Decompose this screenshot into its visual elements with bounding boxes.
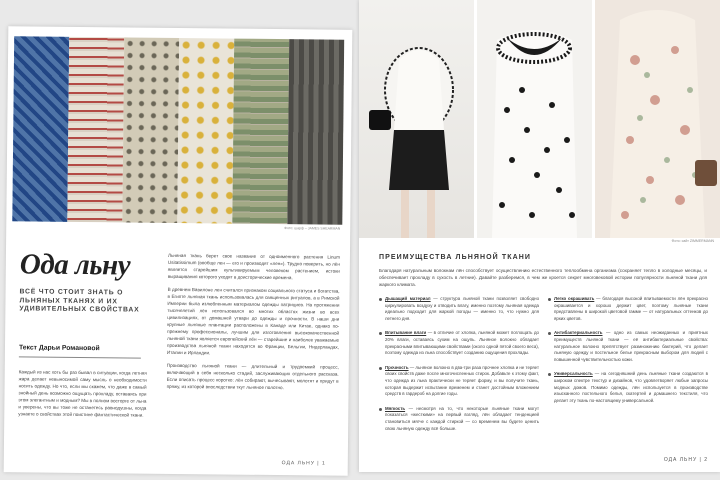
bullet-icon bbox=[379, 367, 382, 370]
article-subtitle: ВСЁ ЧТО СТОИТ ЗНАТЬ О ЛЬНЯНЫХ ТКАНЯХ И ИХ УДИВИТЕЛЬНЫХ СВОЙСТВАХ bbox=[19, 288, 140, 314]
body-paragraph: В древнем Вавилоне лен считался признаком социального статуса и богатства, в Египте льняная ткань использовалась для священных ритуалов, а в Римской Империи была излюбленным материалом одежды патрициев. На протяжении тысячелетий лён использовался во многих областях жизни во всех цивилизациях, от домашней утвари до одежды и прочности. В наши дни крупные льняные плантации расположены в Канаде или Китае, однако по-прежнему профессионалы, лучшим для изготовления высококачественной льняной ткани является европейский лён — старейшие и наиболее уважаемые производства льняной ткани находятся во Франции, Бельгии, Нидерландах, Италии и Ирландии. bbox=[166, 286, 340, 356]
page-footer: ОДА ЛЬНУ | 2 bbox=[663, 457, 708, 463]
fabric-swatch bbox=[177, 38, 234, 224]
divider bbox=[19, 356, 141, 358]
fabric-swatch bbox=[122, 37, 179, 223]
section-title: ПРЕИМУЩЕСТВА ЛЬНЯНОЙ ТКАНИ bbox=[379, 254, 532, 261]
benefit-heading: Дышащий материал bbox=[385, 296, 431, 301]
bullet-icon bbox=[379, 332, 382, 335]
model-photo-floral-dress bbox=[595, 0, 720, 238]
fabric-swatch bbox=[287, 39, 344, 225]
article-title: Ода льну bbox=[19, 248, 131, 282]
fabric-swatch bbox=[12, 36, 69, 222]
benefit-heading: Антибактериальность bbox=[554, 330, 603, 336]
model-photo-black-dress bbox=[359, 0, 474, 238]
benefit-heading: Мягкость bbox=[385, 405, 406, 411]
benefit-item bbox=[379, 296, 539, 322]
left-page bbox=[4, 26, 353, 476]
benefits-column-right bbox=[548, 296, 708, 412]
photo-credit: Фото: сайт ZIMMERMANN bbox=[671, 239, 714, 243]
benefit-heading: Прочность bbox=[385, 364, 409, 370]
article-body-column bbox=[166, 252, 339, 398]
bullet-icon bbox=[548, 332, 551, 335]
benefit-item bbox=[548, 371, 708, 404]
benefit-text: — структура льняной ткани позволяет свободно циркулировать воздуху и отводить влагу, именно поэтому льняная одежда идеально подходит для жаркой погоды — именно то, что нужно для летнего дня. bbox=[385, 296, 540, 321]
page-footer: ОДА ЛЬНУ | 1 bbox=[281, 460, 326, 467]
benefit-text: — в отличие от хлопка, льняной может поглощать до 20% влаги, оставаясь сухим на ощупь. Льняное волокно обладает прекрасными впитывающими свойствами (около одной пятой своего веса), поэтому одежда из льна способствует созданию ощущения прохлады. bbox=[385, 330, 539, 356]
benefit-text: — несмотря на то, что некоторые льняные ткани могут показаться «жесткими» на первый взгляд, лён обладает тенденцией становиться мягче с каждой стиркой — со временем вы будете ценить свою льняную одежду всё больше. bbox=[385, 405, 539, 431]
photo-credit: Фото: шарф – JAMES SHEARMAN bbox=[284, 226, 341, 231]
fashion-photos bbox=[359, 0, 720, 238]
benefit-text: — на сегодняшний день льняные ткани создаются в широком спектре текстур и дизайнов, что удовлетворяет любые запросы модных домов. Помимо одежды, лён используется в производстве изысканного постельного белья, скатертей и домашнего текстиля, что делает эту ткань по-настоящему универсальной. bbox=[554, 371, 708, 403]
benefit-text: — льняное волокно в два-три раза прочнее хлопка и не теряет своих свойств даже после многочисленных стирок. Добавьте к этому факт, что одежда из льна практически не теряет форму, и вы получите ткань, которая выдержит испытание временем и станет достойным вложением средств в гардероб на долгие годы. bbox=[385, 364, 539, 397]
benefit-item bbox=[548, 330, 708, 363]
section-lead: Благодаря натуральным волокнам лён способствует осуществлению естественного теплообмена организма (сохраняет тепло в холодные месяцы, и обеспечивает прохладу в сухость в летние). Давайте разберемся, в чем же кроется секрет многовековой истории популярности льняной ткани для жаркого климата. bbox=[379, 268, 707, 287]
benefit-heading: Легко окрашивать bbox=[554, 296, 595, 301]
linen-fabrics-photo bbox=[12, 36, 344, 224]
fabric-swatch bbox=[67, 37, 124, 223]
benefit-text: — благодаря высокой впитываемости лён прекрасно окрашивается и хорошо держит цвет, поэтому льняные ткани представлены в широкой цветовой гамме — от натуральных оттенков до ярких цветов. bbox=[554, 296, 708, 321]
benefit-item bbox=[379, 330, 539, 356]
right-page bbox=[359, 0, 720, 472]
benefit-item bbox=[379, 365, 539, 398]
article-author: Текст Дарьи Романовой bbox=[18, 344, 100, 353]
model-photo-polka-blouse bbox=[477, 0, 592, 238]
fabric-swatch bbox=[232, 39, 289, 225]
body-paragraph: Льняная ткань берет свое название от одноименного растения Linum Usitatissimum (вообще лен — его и производят «лен»). Трудно поверить, но лён является старейшим культивируемым человеком растением, истоки выращивания которого уходят в доисторические времена. bbox=[167, 252, 340, 281]
benefit-item bbox=[548, 296, 708, 322]
bullet-icon bbox=[379, 408, 382, 411]
body-paragraph: Производство льняной ткани — длительный и трудоемкий процесс, включающий в себя несколько стадий, заслуживающих отдельного рассказа. Если описать процесс коротко: лён собирают, вычесывают, молотят и придут в пряжу, из которой впоследствии ткут льняное полотно. bbox=[166, 362, 339, 391]
bullet-icon bbox=[548, 298, 551, 301]
benefits-column-left bbox=[379, 296, 539, 440]
bullet-icon bbox=[548, 373, 551, 376]
benefit-text: — одно из самых неожиданных и приятных преимуществ льняной ткани — её антибактериальные свойства: натуральное волокно препятствует размножению бактерий, что делает льняную одежду и постельное белье прекрасным выбором для людей с повышенной чувствительностью кожи. bbox=[554, 330, 708, 362]
article-intro: Каждый из нас хоть бы раз бывал в ситуации, когда летняя жара делает невыносимой саму мысль о необходимости носить одежду. Но что, если мы скажем, что даже в самый знойный день возможно ощущать прохладу, оставаясь при этом элегантным и модным? Мы в полном восторге от льна и уверены, что вы тоже не останетесь равнодушны, когда узнаете о свойствах этой поистине фантастической ткани. bbox=[18, 369, 147, 418]
benefit-item bbox=[379, 406, 539, 432]
benefit-heading: Универсальность bbox=[554, 371, 593, 377]
bullet-icon bbox=[379, 298, 382, 301]
benefit-heading: Впитывание влаги bbox=[385, 330, 427, 336]
